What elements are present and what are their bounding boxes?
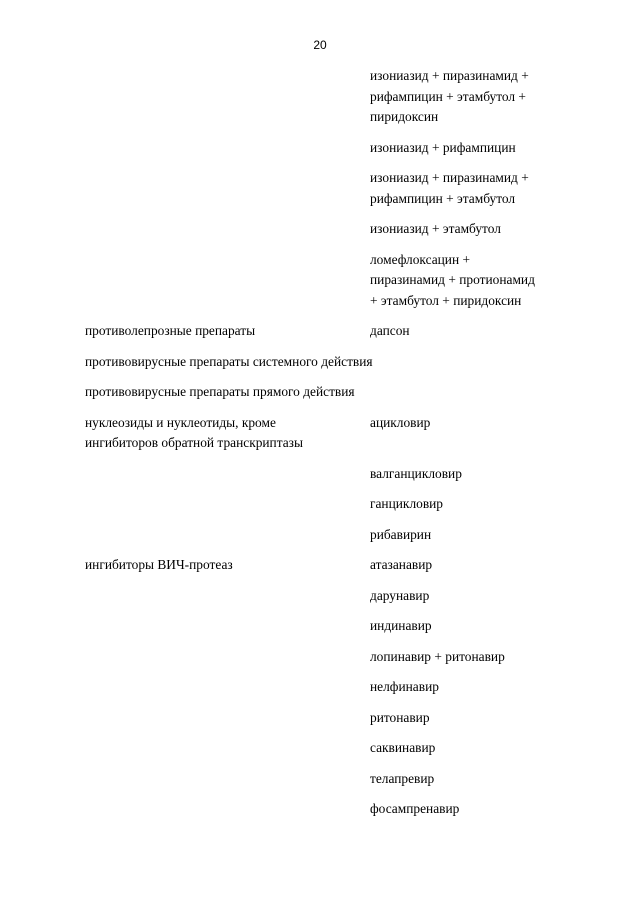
drug-name: + этамбутол + пиридоксин bbox=[370, 292, 522, 308]
drug-cell bbox=[370, 219, 565, 240]
section-heading-row bbox=[85, 382, 565, 403]
drug-name: изониазид + пиразинамид + bbox=[370, 170, 529, 185]
category-text: ингибиторов обратной транскриптазы bbox=[85, 435, 303, 450]
drug-cell bbox=[370, 555, 565, 576]
category-cell bbox=[85, 525, 370, 546]
drug-cell bbox=[370, 168, 565, 209]
category-cell bbox=[85, 586, 370, 607]
drug-cell bbox=[370, 769, 565, 790]
category-cell bbox=[85, 677, 370, 698]
category-cell bbox=[85, 66, 370, 128]
table-row bbox=[85, 555, 565, 576]
section-heading-row bbox=[85, 352, 565, 373]
drug-name: лопинавир + ритонавир bbox=[370, 648, 505, 664]
table-row bbox=[85, 616, 565, 637]
drug-name: рифампицин + этамбутол bbox=[370, 190, 516, 206]
table-row bbox=[85, 66, 565, 128]
category-text: нуклеозиды и нуклеотиды, кроме bbox=[85, 414, 276, 430]
category-cell bbox=[85, 738, 370, 759]
drug-cell bbox=[370, 647, 565, 668]
drug-name: ацикловир bbox=[370, 414, 431, 430]
category-cell bbox=[85, 799, 370, 820]
drug-name: изониазид + пиразинамид + bbox=[370, 68, 529, 83]
category-cell bbox=[85, 250, 370, 312]
section-heading: противовирусные препараты системного действия bbox=[85, 353, 373, 369]
table-row bbox=[85, 168, 565, 209]
drug-cell bbox=[370, 138, 565, 159]
drug-name: пиридоксин bbox=[370, 109, 439, 124]
table-row bbox=[85, 321, 565, 342]
drug-name: рифампицин + этамбутол + bbox=[370, 88, 526, 104]
category-cell bbox=[85, 413, 370, 454]
drug-name: саквинавир bbox=[370, 740, 436, 755]
drug-name: изониазид + рифампицин bbox=[370, 139, 516, 155]
drug-name: ганцикловир bbox=[370, 496, 444, 511]
table-row bbox=[85, 138, 565, 159]
category-cell bbox=[85, 464, 370, 485]
drug-cell bbox=[370, 586, 565, 607]
table-row bbox=[85, 586, 565, 607]
drug-cell bbox=[370, 708, 565, 729]
table-row bbox=[85, 494, 565, 515]
drug-name: фосампренавир bbox=[370, 801, 460, 816]
drug-name: ритонавир bbox=[370, 709, 430, 725]
drug-name: валганцикловир bbox=[370, 465, 462, 481]
drug-cell bbox=[370, 66, 565, 128]
page-number: 20 bbox=[313, 38, 327, 52]
table-row bbox=[85, 799, 565, 820]
table-row bbox=[85, 464, 565, 485]
drug-cell bbox=[370, 525, 565, 546]
category-cell bbox=[85, 769, 370, 790]
table-row bbox=[85, 525, 565, 546]
category-text: противолепрозные препараты bbox=[85, 323, 256, 338]
category-cell bbox=[85, 494, 370, 515]
category-cell bbox=[85, 138, 370, 159]
category-cell bbox=[85, 555, 370, 576]
table-row bbox=[85, 219, 565, 240]
table-row bbox=[85, 769, 565, 790]
drug-name: дапсон bbox=[370, 323, 410, 338]
drug-name: индинавир bbox=[370, 618, 432, 633]
category-cell bbox=[85, 708, 370, 729]
table-row bbox=[85, 677, 565, 698]
drug-cell bbox=[370, 494, 565, 515]
drug-cell bbox=[370, 738, 565, 759]
drug-classification-table bbox=[85, 66, 565, 830]
drug-name: рибавирин bbox=[370, 526, 432, 542]
drug-name: дарунавир bbox=[370, 587, 430, 603]
category-cell bbox=[85, 219, 370, 240]
drug-name: атазанавир bbox=[370, 557, 433, 572]
drug-name: нелфинавир bbox=[370, 679, 439, 694]
drug-cell bbox=[370, 677, 565, 698]
table-row bbox=[85, 738, 565, 759]
drug-name: телапревир bbox=[370, 770, 435, 786]
section-heading: противовирусные препараты прямого действия bbox=[85, 384, 355, 399]
category-text: ингибиторы ВИЧ-протеаз bbox=[85, 557, 233, 572]
drug-cell bbox=[370, 413, 565, 454]
drug-cell bbox=[370, 799, 565, 820]
drug-name: ломефлоксацин + bbox=[370, 251, 471, 267]
drug-name: пиразинамид + протионамид bbox=[370, 272, 535, 287]
drug-cell bbox=[370, 464, 565, 485]
drug-cell bbox=[370, 321, 565, 342]
category-cell bbox=[85, 647, 370, 668]
drug-cell bbox=[370, 616, 565, 637]
drug-cell bbox=[370, 250, 565, 312]
table-row bbox=[85, 708, 565, 729]
table-row bbox=[85, 413, 565, 454]
table-row bbox=[85, 647, 565, 668]
category-cell bbox=[85, 321, 370, 342]
category-cell bbox=[85, 168, 370, 209]
table-row bbox=[85, 250, 565, 312]
category-cell bbox=[85, 616, 370, 637]
drug-name: изониазид + этамбутол bbox=[370, 221, 501, 236]
